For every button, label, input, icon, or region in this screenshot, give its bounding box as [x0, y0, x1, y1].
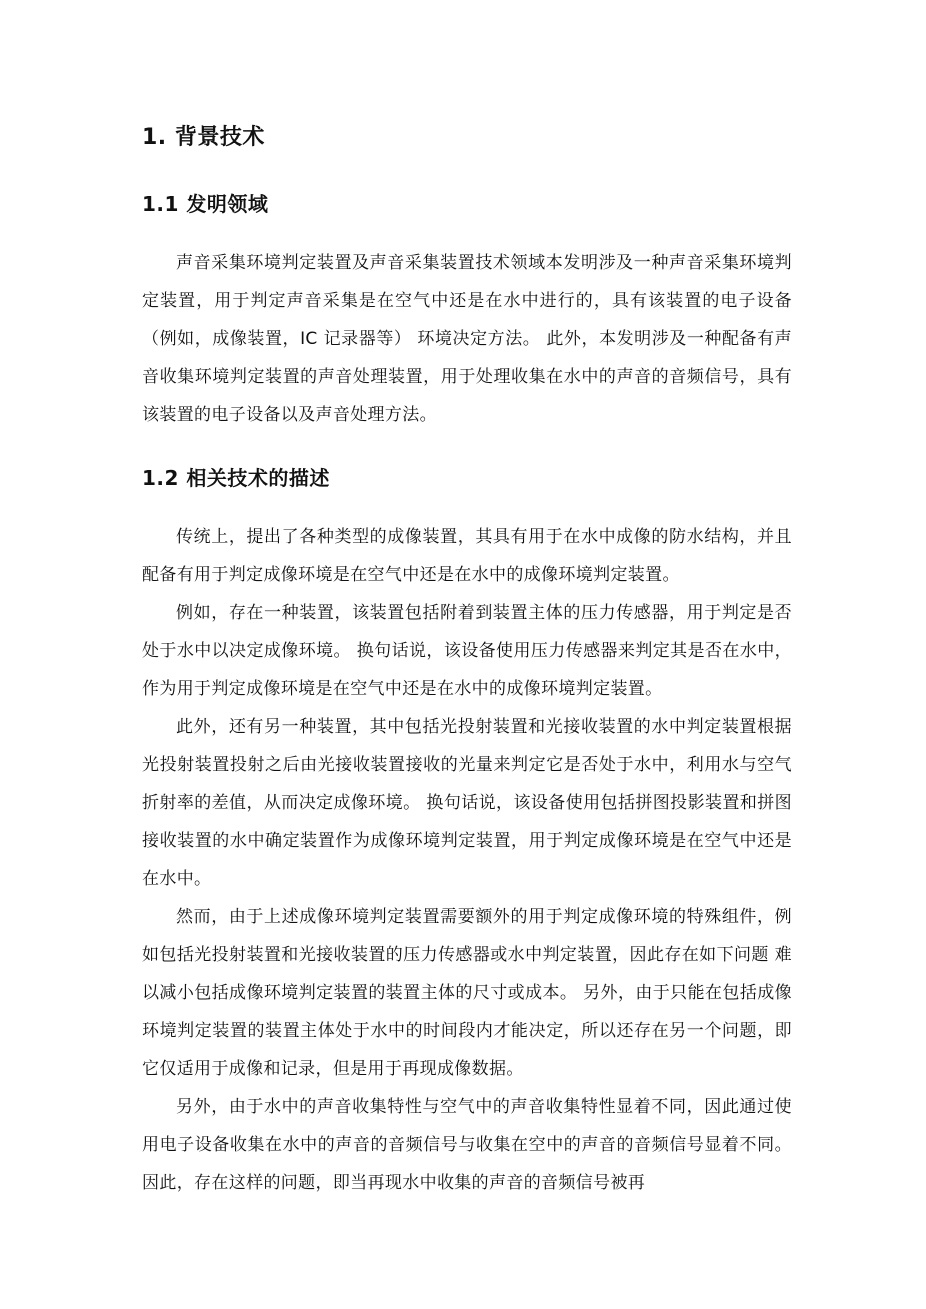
section-heading-related-art: 1.2 相关技术的描述: [142, 466, 330, 490]
spacer: [142, 434, 792, 460]
chapter-heading: 1. 背景技术: [142, 125, 265, 150]
spacer: [142, 496, 792, 518]
document-page: [142, 118, 792, 1202]
section-heading-field: 1.1 发明领域: [142, 192, 269, 216]
paragraph-related-2: 例如，存在一种装置，该装置包括附着到装置主体的压力传感器，用于判定是否处于水中以决定成像环境。 换句话说，该设备使用压力传感器来判定其是否在水中，作为用于判定成像环境是在空气中还是在水中的成像环境判定装置。: [142, 603, 792, 699]
paragraph-related-1: 传统上，提出了各种类型的成像装置，其具有用于在水中成像的防水结构，并且配备有用于判定成像环境是在空气中还是在水中的成像环境判定装置。: [142, 527, 792, 585]
paragraph-related-4: 然而，由于上述成像环境判定装置需要额外的用于判定成像环境的特殊组件，例如包括光投射装置和光接收装置的压力传感器或水中判定装置，因此存在如下问题 难以减小包括成像环境判定装置的装置主体的尺寸或成本。 另外，由于只能在包括成像环境判定装置的装置主体处于水中的时间段内才能决定，所以还存在另一个问题，即它仅适用于成像和记录，但是用于再现成像数据。: [142, 907, 792, 1079]
paragraph-related-5: 另外，由于水中的声音收集特性与空气中的声音收集特性显着不同，因此通过使用电子设备收集在水中的声音的音频信号与收集在空中的声音的音频信号显着不同。 因此，存在这样的问题，即当再现水中收集的声音的音频信号被再: [142, 1097, 792, 1193]
spacer: [142, 222, 792, 244]
paragraph-field: 声音采集环境判定装置及声音采集装置技术领域本发明涉及一种声音采集环境判定装置，用于判定声音采集是在空气中还是在水中进行的，具有该装置的电子设备（例如，成像装置，IC 记录器等） 环境决定方法。 此外，本发明涉及一种配备有声音收集环境判定装置的声音处理装置，用于处理收集在水中的声音的音频信号，具有该装置的电子设备以及声音处理方法。: [142, 253, 792, 425]
paragraph-related-3: 此外，还有另一种装置，其中包括光投射装置和光接收装置的水中判定装置根据光投射装置投射之后由光接收装置接收的光量来判定它是否处于水中，利用水与空气折射率的差值，从而决定成像环境。 换句话说，该设备使用包括拼图投影装置和拼图接收装置的水中确定装置作为成像环境判定装置，用于判定成像环境是在空气中还是在水中。: [142, 717, 792, 889]
spacer: [142, 158, 792, 186]
